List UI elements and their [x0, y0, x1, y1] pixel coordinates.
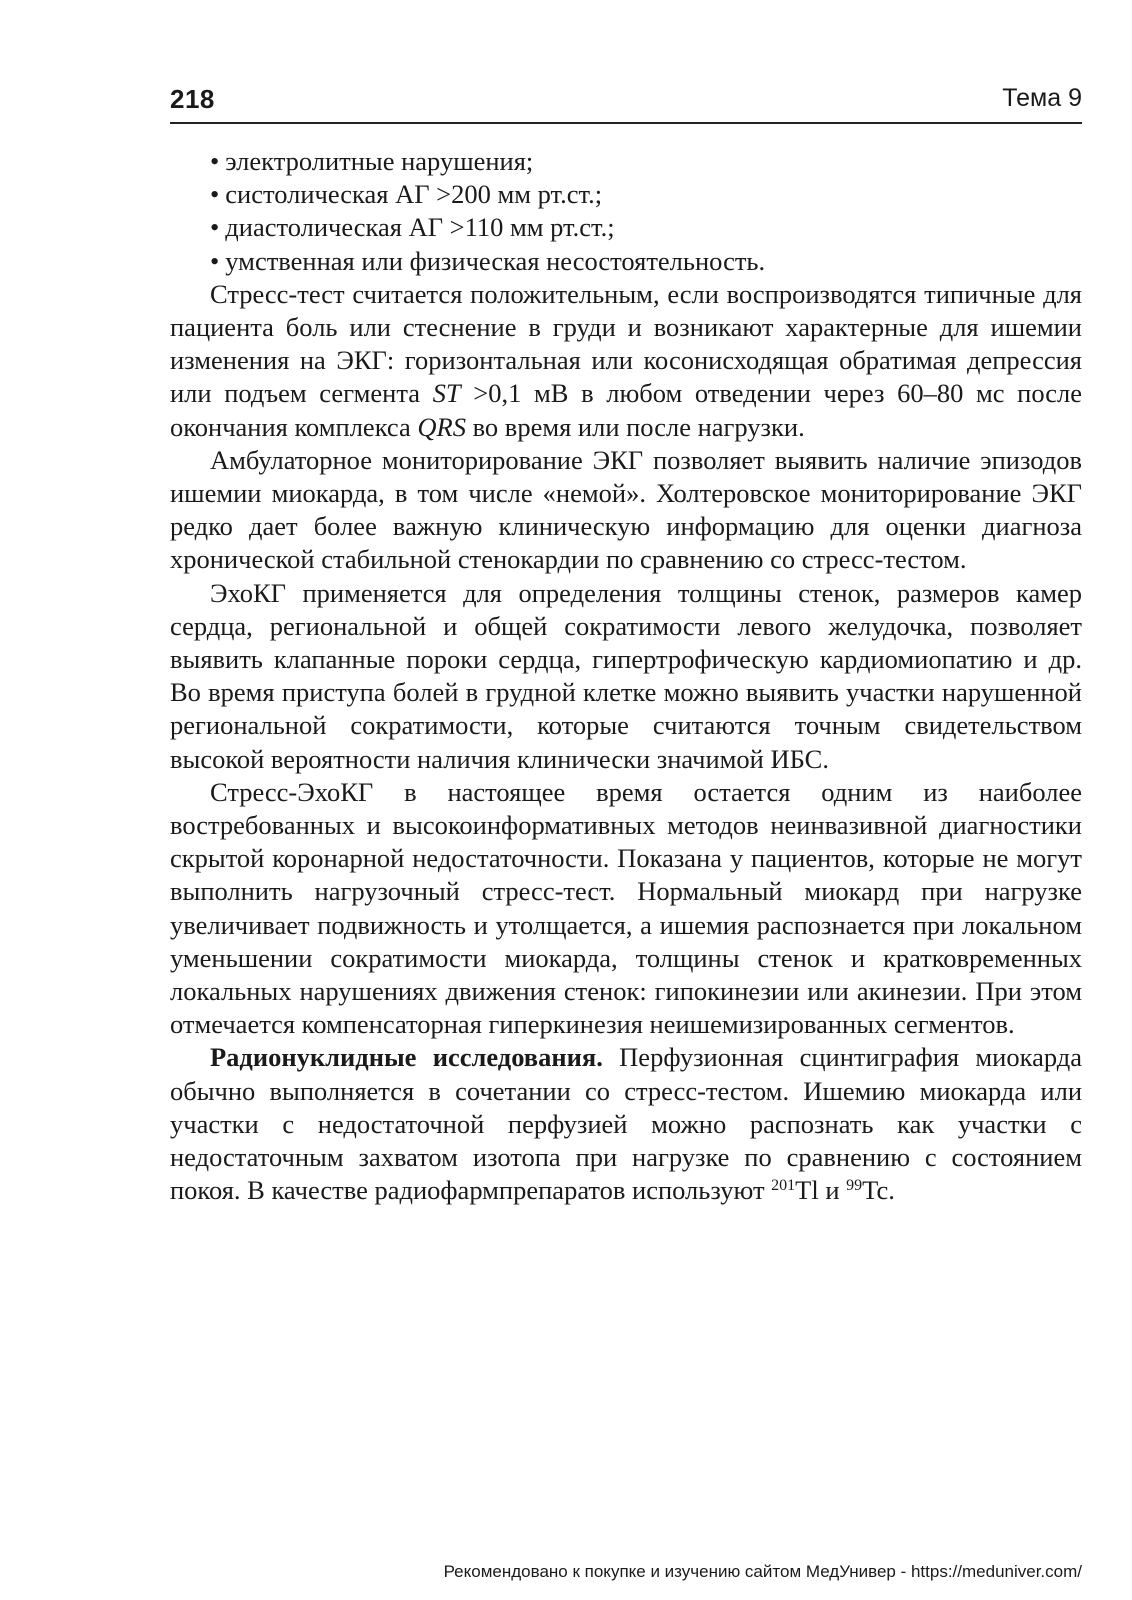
paragraph-echo: ЭхоКГ применяется для определения толщины стенок, размеров камер сердца, региональной и общей сократимости левого желудочка, позволяет выявить клапанные пороки сердца, гипертрофическую кардиомиопатию и др. Во время приступа болей в грудной клетке можно выявить участки нарушенной региональной сократимости, которые считаются точным свидетельством высокой вероятности наличия клинически значимой ИБС. [170, 577, 1082, 774]
section-heading: Радионуклидные исследования. [210, 1042, 603, 1073]
paragraph-stress-test [170, 278, 1082, 444]
isotope-mass-number: 99 [846, 1177, 863, 1195]
page-body [170, 145, 1082, 1208]
list-item: • диастолическая АГ >110 мм рт.ст.; [210, 211, 1082, 244]
paragraph-radionuclide [170, 1041, 1082, 1207]
isotope-symbol: Tc [862, 1175, 889, 1206]
paragraph-text: во время или после нагрузки. [465, 411, 805, 442]
isotope-symbol: Tl [795, 1175, 819, 1206]
footer-watermark: Рекомендовано к покупке и изучению сайтом МедУнивер - https://meduniver.com/ [443, 1562, 1082, 1581]
page-header [170, 78, 1082, 124]
paragraph-text: и [818, 1175, 847, 1206]
paragraph-holter: Амбулаторное мониторирование ЭКГ позволяет выявить наличие эпизодов ишемии миокарда, в том числе «немой». Холтеровское мониторирование ЭКГ редко дает более важную клиническую информацию для оценки диагноза хронической стабильной стенокардии по сравнению со стресс-тестом. [170, 444, 1082, 575]
running-head: Тема 9 [1002, 84, 1082, 112]
list-item: • систолическая АГ >200 мм рт.ст.; [210, 178, 1082, 211]
page-number: 218 [170, 84, 215, 114]
bullet-list [170, 145, 1082, 278]
paragraph-text: Стресс-тест считается положительным, если воспроизводятся типичные для пациента боль или стеснение в груди и возникают характерные для ишемии изменения на ЭКГ: горизонтальная или косонисходящая обратимая депрессия или подъем сегмента [170, 278, 1082, 409]
list-item: • электролитные нарушения; [210, 145, 1082, 178]
list-item: • умственная или физическая несостоятельность. [210, 245, 1082, 278]
paragraph-stress-echo: Стресс-ЭхоКГ в настоящее время остается одним из наиболее востребованных и высокоинформативных методов неинвазивной диагностики скрытой коронарной недостаточности. Показана у пациентов, которые не могут выполнить нагрузочный стресс-тест. Нормальный миокард при нагрузке увеличивает подвижность и утолщается, а ишемия распознается при локальном уменьшении сократимости миокарда, толщины стенок и кратковременных локальных нарушениях движения стенок: гипокинезии или акинезии. При этом отмечается компенсаторная гиперкинезия неишемизированных сегментов. [170, 776, 1082, 1040]
complex-qrs: QRS [417, 411, 466, 442]
paragraph-text: . [888, 1175, 895, 1206]
paragraph-text: >0,1 мВ в любом отведении через 60–80 мс после окончания комплекса [170, 378, 1082, 442]
segment-st: ST [432, 378, 461, 409]
paragraph-text: Перфузионная сцинтиграфия миокарда обычно выполняется в сочетании со стресс-тестом. Ишемию миокарда или участки с недостаточной перфузией можно распознать как участки с недостаточным захватом изотопа при нагрузке по сравнению с состоянием покоя. В качестве радиофармпрепаратов используют [170, 1042, 1082, 1206]
isotope-mass-number: 201 [771, 1177, 796, 1195]
